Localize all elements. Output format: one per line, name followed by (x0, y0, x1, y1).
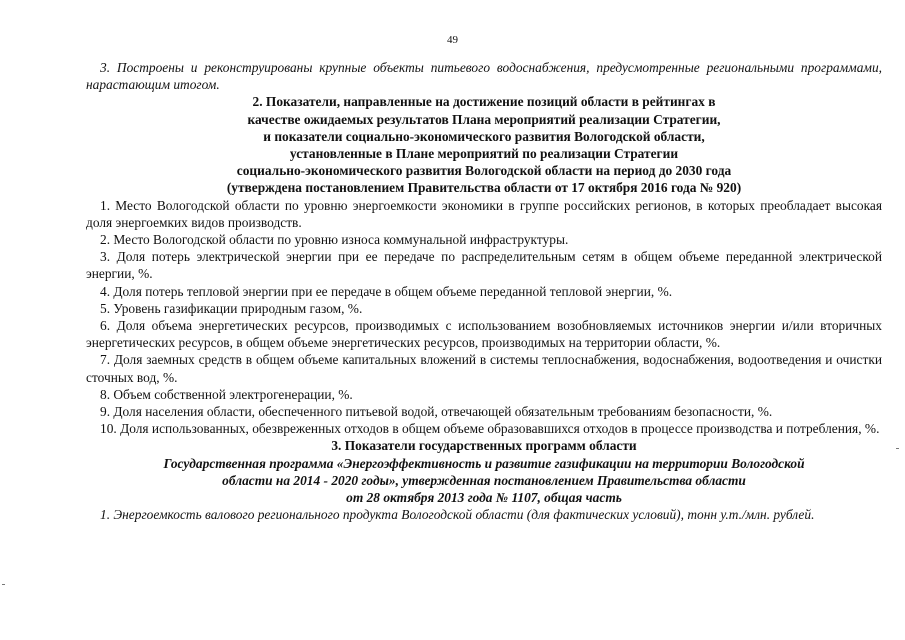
scan-mark (2, 584, 5, 585)
section2-heading-line: 2. Показатели, направленные на достижение позиций области в рейтингах в (252, 94, 716, 110)
indicator-item: 8. Объем собственной электрогенерации, %. (100, 386, 353, 402)
indicator-item: 2. Место Вологодской области по уровню износа коммунальной инфраструктуры. (100, 232, 569, 248)
scan-mark (896, 448, 899, 449)
section2-heading-line: (утверждена постановлением Правительства области от 17 октября 2016 года № 920) (226, 180, 742, 196)
program-heading-line: от 28 октября 2013 года № 1107, общая часть (346, 490, 622, 506)
program-item: 1. Энергоемкость валового регионального продукта Вологодской области (для фактических условий), тонн у.т./млн. рублей. (100, 507, 815, 523)
section2-heading-line: социально-экономического развития Вологодской области на период до 2030 года (236, 163, 732, 179)
page-number: 49 (447, 34, 458, 46)
indicator-item: 9. Доля населения области, обеспеченного питьевой водой, отвечающей обязательным требованиям безопасности, %. (100, 404, 773, 420)
section2-heading-line: и показатели социально-экономического развития Вологодской области, (263, 128, 705, 144)
indicator-item: 3. Доля потерь электрической энергии при ее передаче по распределительным сетям в общем объеме переданной электрической энергии, %. (86, 249, 882, 282)
indicator-item: 6. Доля объема энергетических ресурсов, производимых с использованием возобновляемых источников энергии и/или вторичных энергетических ресурсов, в общем объеме энергетических ресурсов, производимых на территории области, %. (86, 318, 882, 351)
section3-title: 3. Показатели государственных программ области (331, 438, 637, 454)
section2-heading-line: качестве ожидаемых результатов Плана мероприятий реализации Стратегии, (247, 111, 721, 127)
section2-heading (86, 93, 882, 196)
intro-item: 3. Построены и реконструированы крупные объекты питьевого водоснабжения, предусмотренные региональными программами, нарастающим итогом. (86, 60, 882, 93)
page-content (86, 59, 882, 523)
program-heading-line: области на 2014 - 2020 годы», утвержденная постановлением Правительства области (222, 472, 746, 488)
indicator-item: 10. Доля использованных, обезвреженных отходов в общем объеме образовавшихся отходов в процессе производства и потребления, %. (100, 421, 880, 437)
section2-heading-line: установленные в Плане мероприятий по реализации Стратегии (289, 146, 679, 162)
indicator-item: 5. Уровень газификации природным газом, %. (100, 300, 363, 316)
program-heading (86, 455, 882, 507)
program-heading-line: Государственная программа «Энергоэффективность и развитие газификации на территории Вологодской (163, 455, 805, 471)
indicator-item: 4. Доля потерь тепловой энергии при ее передаче в общем объеме переданной тепловой энергии, %. (100, 283, 673, 299)
indicator-item: 1. Место Вологодской области по уровню энергоемкости экономики в группе российских регионов, в которых преобладает высокая доля энергоемких видов производств. (86, 197, 882, 230)
section3-heading (86, 437, 882, 454)
indicator-item: 7. Доля заемных средств в общем объеме капитальных вложений в системы теплоснабжения, водоснабжения, водоотведения и очистки сточных вод, %. (86, 352, 882, 385)
